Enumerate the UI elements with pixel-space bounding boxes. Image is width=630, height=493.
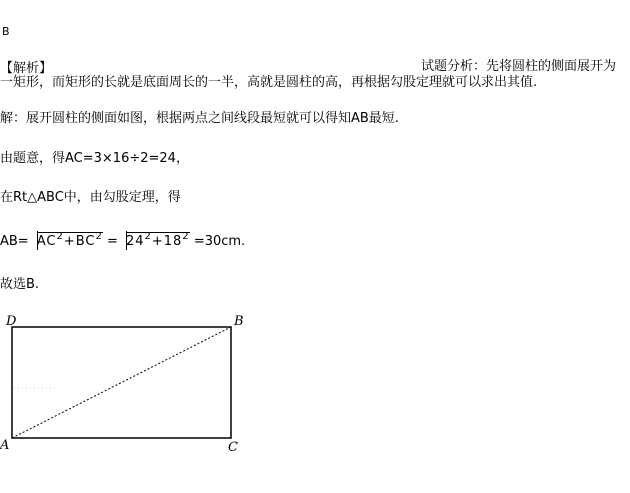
conclusion: 故选B. bbox=[0, 277, 40, 292]
radicand-1: $AC^2+BC^2$ bbox=[36, 231, 103, 249]
unrolled-cylinder-diagram bbox=[0, 312, 260, 457]
vertex-label-B: B bbox=[234, 314, 244, 329]
formula-mid: = bbox=[107, 234, 118, 249]
diagonal-AB bbox=[12, 327, 231, 438]
answer-text: B bbox=[2, 25, 10, 38]
vertex-label-A: A bbox=[0, 438, 10, 453]
pythagoras-formula bbox=[0, 229, 245, 259]
sqrt-term-2 bbox=[118, 229, 190, 250]
solution-step-3: 在Rt△ABC中，由勾股定理，得 bbox=[0, 190, 181, 205]
solution-step-1: 解：展开圆柱的侧面如图，根据两点之间线段最短就可以得知AB最短. bbox=[0, 111, 399, 126]
analysis-line-1: 试题分析：先将圆柱的侧面展开为 bbox=[421, 59, 617, 74]
sqrt-term-1 bbox=[29, 229, 103, 250]
formula-result: =30cm. bbox=[193, 234, 246, 249]
vertex-label-C: C bbox=[228, 440, 238, 455]
radicand-2: $24^2+18^2$ bbox=[125, 231, 190, 249]
analysis-line-2: 一矩形，而矩形的长就是底面周长的一半，高就是圆柱的高，再根据勾股定理就可以求出其值. bbox=[0, 75, 538, 90]
formula-lhs: AB= bbox=[0, 234, 29, 249]
analysis-tag: 【解析】 bbox=[0, 61, 53, 76]
vertex-label-D: D bbox=[6, 314, 17, 329]
solution-step-2: 由题意，得AC=3×16÷2=24， bbox=[0, 151, 189, 166]
